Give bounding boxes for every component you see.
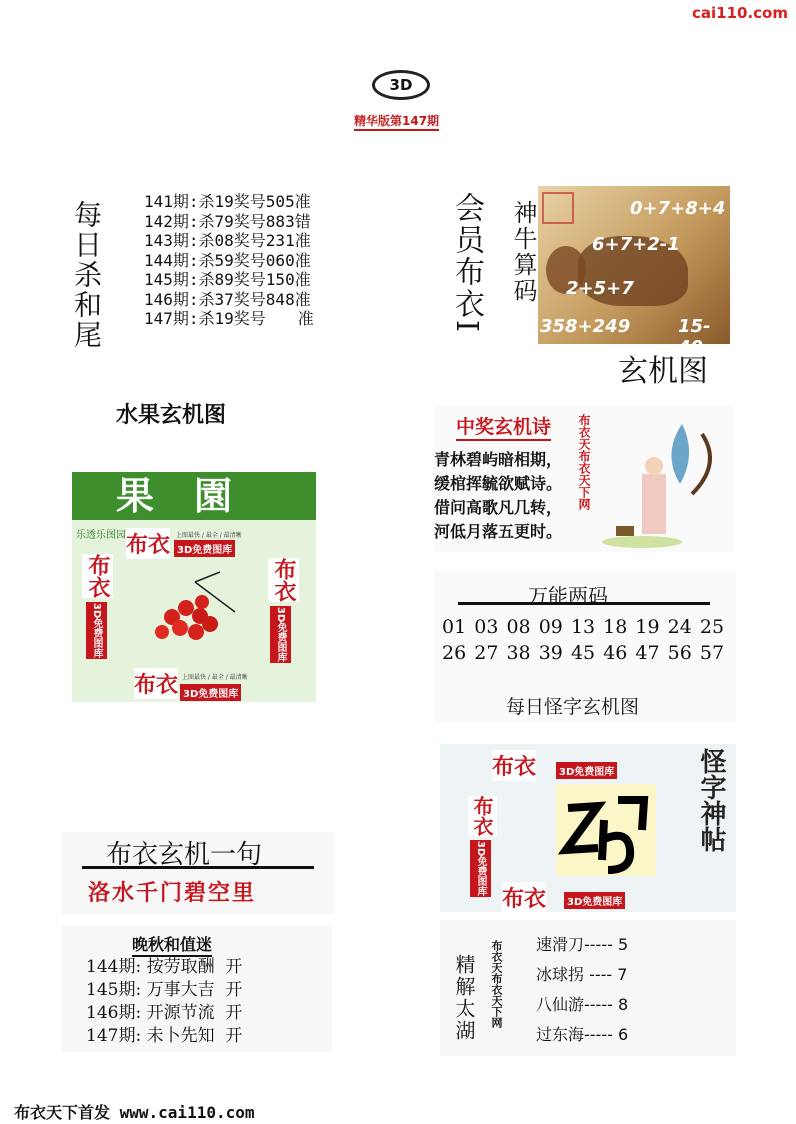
poem-line: 借问高歌凡几转， — [434, 498, 563, 517]
code: 27 — [474, 642, 499, 664]
riddle-result: 开 — [225, 1026, 243, 1046]
kill-line: 146期:杀37奖号848准 — [144, 289, 311, 309]
kill-line: 145期:杀89奖号150准 — [144, 270, 311, 289]
riddle-issue: 146期: — [86, 1003, 142, 1023]
code: 18 — [603, 616, 628, 638]
code: 56 — [667, 642, 692, 664]
badge-3d-left: 3D免费图库 — [470, 840, 491, 897]
formula-4: 358+249 — [540, 316, 631, 337]
code: 09 — [538, 616, 563, 638]
code: 46 — [603, 642, 628, 664]
bull-image — [538, 186, 730, 358]
poem-lines — [434, 448, 562, 544]
poem-side-text: 布衣天布衣天下网 — [577, 414, 591, 510]
brand-stamp-left: 布衣 — [82, 554, 113, 598]
poem-line: 青林碧屿暗相期， — [434, 450, 563, 469]
guaizi-title: 每日怪字玄机图 — [506, 696, 640, 718]
strange-glyph-icon — [558, 790, 658, 880]
kill-title: 每日杀和尾 — [70, 200, 103, 350]
tagline: 上图最快 / 最全 / 最清晰 — [176, 532, 242, 539]
fruit-banner: 果園 — [72, 472, 316, 520]
site-name[interactable]: cai110.com — [692, 4, 788, 22]
code: 39 — [538, 642, 563, 664]
twocode-row1 — [442, 616, 724, 638]
kill-line: 141期:杀19奖号505准 — [144, 192, 311, 211]
taihu-num: 8 — [617, 995, 629, 1014]
taihu-item — [536, 1020, 628, 1050]
kill-line: 143期:杀08奖号231准 — [144, 231, 311, 250]
cherries-icon — [150, 572, 240, 652]
taihu-item — [536, 960, 628, 990]
riddle-row — [86, 979, 242, 1002]
formula-1: 0+7+8+4 — [630, 198, 726, 219]
twocode-panel — [434, 570, 736, 722]
kill-list — [144, 192, 314, 329]
formula-2: 6+7+2-1 — [592, 234, 680, 255]
brand-stamp-bottom: 布衣 — [134, 668, 178, 699]
kill-line: 147期:杀19奖号 准 — [144, 309, 314, 328]
taihu-name: 八仙游----- — [536, 995, 613, 1014]
yiju-line: 洛水千门碧空里 — [88, 881, 257, 906]
riddle-text: 万事大吉 — [146, 980, 215, 1000]
taihu-side-text: 布衣天布衣天下网 — [490, 940, 503, 1028]
code: 57 — [699, 642, 725, 664]
riddle-text: 未卜先知 — [146, 1026, 215, 1046]
poem-title: 中奖玄机诗 — [456, 412, 551, 441]
taihu-item — [536, 990, 628, 1020]
riddle-row — [86, 1025, 242, 1048]
kill-line: 144期:杀59奖号060准 — [144, 250, 311, 270]
taihu-name: 过东海----- — [536, 1025, 613, 1044]
riddle-result: 开 — [225, 1003, 243, 1023]
badge-3d: 3D免费图库 — [174, 540, 235, 557]
code: 19 — [635, 616, 660, 638]
seal-stamp — [542, 192, 574, 224]
riddle-row — [86, 956, 242, 979]
formula-5: 15-40 — [678, 316, 711, 358]
badge-3d-right: 3D免费图库 — [270, 606, 291, 663]
poem-panel — [434, 406, 734, 552]
formula-3: 2+5+7 — [566, 278, 634, 299]
guaizi-art-text: 怪字神帖 — [696, 748, 726, 852]
code: 01 — [442, 616, 467, 638]
riddle-panel — [62, 926, 332, 1052]
brand-stamp: 布衣 — [126, 528, 170, 559]
taihu-panel — [440, 920, 736, 1056]
badge-3d-bottom: 3D免费图库 — [180, 684, 241, 701]
issue-title: 精华版第147期 — [354, 112, 439, 131]
kill-line: 142期:杀79奖号883错 — [144, 211, 311, 231]
brand-stamp-top: 布衣 — [492, 750, 536, 781]
member-title: 会员布衣I — [449, 192, 484, 334]
riddle-list — [86, 956, 242, 1048]
riddle-text: 开源节流 — [146, 1003, 215, 1023]
twocode-title: 万能两码 — [528, 584, 608, 608]
riddle-issue: 144期: — [86, 957, 142, 977]
taihu-name: 速滑刀----- — [536, 935, 613, 954]
taihu-num: 6 — [617, 1025, 629, 1044]
bull-caption: 玄机图 — [618, 354, 708, 389]
taihu-list — [536, 930, 628, 1050]
brand-stamp-bottom: 布衣 — [502, 882, 546, 913]
code: 25 — [699, 616, 725, 638]
riddle-text: 按劳取酬 — [146, 957, 215, 977]
riddle-issue: 145期: — [86, 980, 142, 1000]
code: 47 — [635, 642, 660, 664]
code: 45 — [570, 642, 596, 664]
taihu-title: 精解太湖 — [452, 954, 476, 1042]
riddle-row — [86, 1002, 242, 1025]
poem-line: 缓棺挥毓欲赋诗。 — [434, 474, 563, 493]
code: 24 — [667, 616, 692, 638]
badge-3d-bottom: 3D免费图库 — [564, 892, 625, 909]
footer-text[interactable]: 布衣天下首发 www.cai110.com — [14, 1103, 255, 1122]
riddle-issue: 147期: — [86, 1026, 142, 1046]
fruit-title: 水果玄机图 — [116, 403, 227, 428]
bull-title: 神牛算码 — [509, 200, 537, 304]
riddle-result: 开 — [225, 957, 243, 977]
twocode-rule — [458, 602, 710, 605]
twocode-row2 — [442, 642, 724, 664]
3d-logo: 3D — [372, 70, 430, 100]
poem-line: 河低月落五更时。 — [434, 522, 563, 541]
code: 08 — [506, 616, 531, 638]
brand-stamp-right: 布衣 — [268, 558, 299, 602]
code: 26 — [442, 642, 467, 664]
riddle-result: 开 — [225, 980, 243, 1000]
taihu-num: 5 — [617, 935, 629, 954]
guaizi-image — [440, 744, 736, 912]
brand-stamp-left: 布衣 — [468, 796, 497, 836]
yiju-title: 布衣玄机一句 — [106, 840, 263, 870]
fruit-subbanner: 乐透乐图园 — [76, 530, 126, 541]
tagline-bottom: 上图最快 / 最全 / 最清晰 — [182, 674, 248, 681]
taihu-num: 7 — [617, 965, 628, 984]
riddle-title: 晚秋和值迷 — [132, 932, 212, 957]
yiju-rule — [82, 866, 314, 869]
taihu-item — [536, 930, 628, 960]
fruit-image — [72, 472, 316, 702]
badge-3d-top: 3D免费图库 — [556, 762, 617, 779]
code: 13 — [570, 616, 596, 638]
code: 38 — [506, 642, 531, 664]
badge-3d-left: 3D免费图库 — [86, 602, 107, 659]
fairy-image — [602, 414, 732, 550]
code: 03 — [474, 616, 499, 638]
yiju-panel — [62, 832, 334, 914]
taihu-name: 冰球拐 ---- — [536, 965, 613, 984]
